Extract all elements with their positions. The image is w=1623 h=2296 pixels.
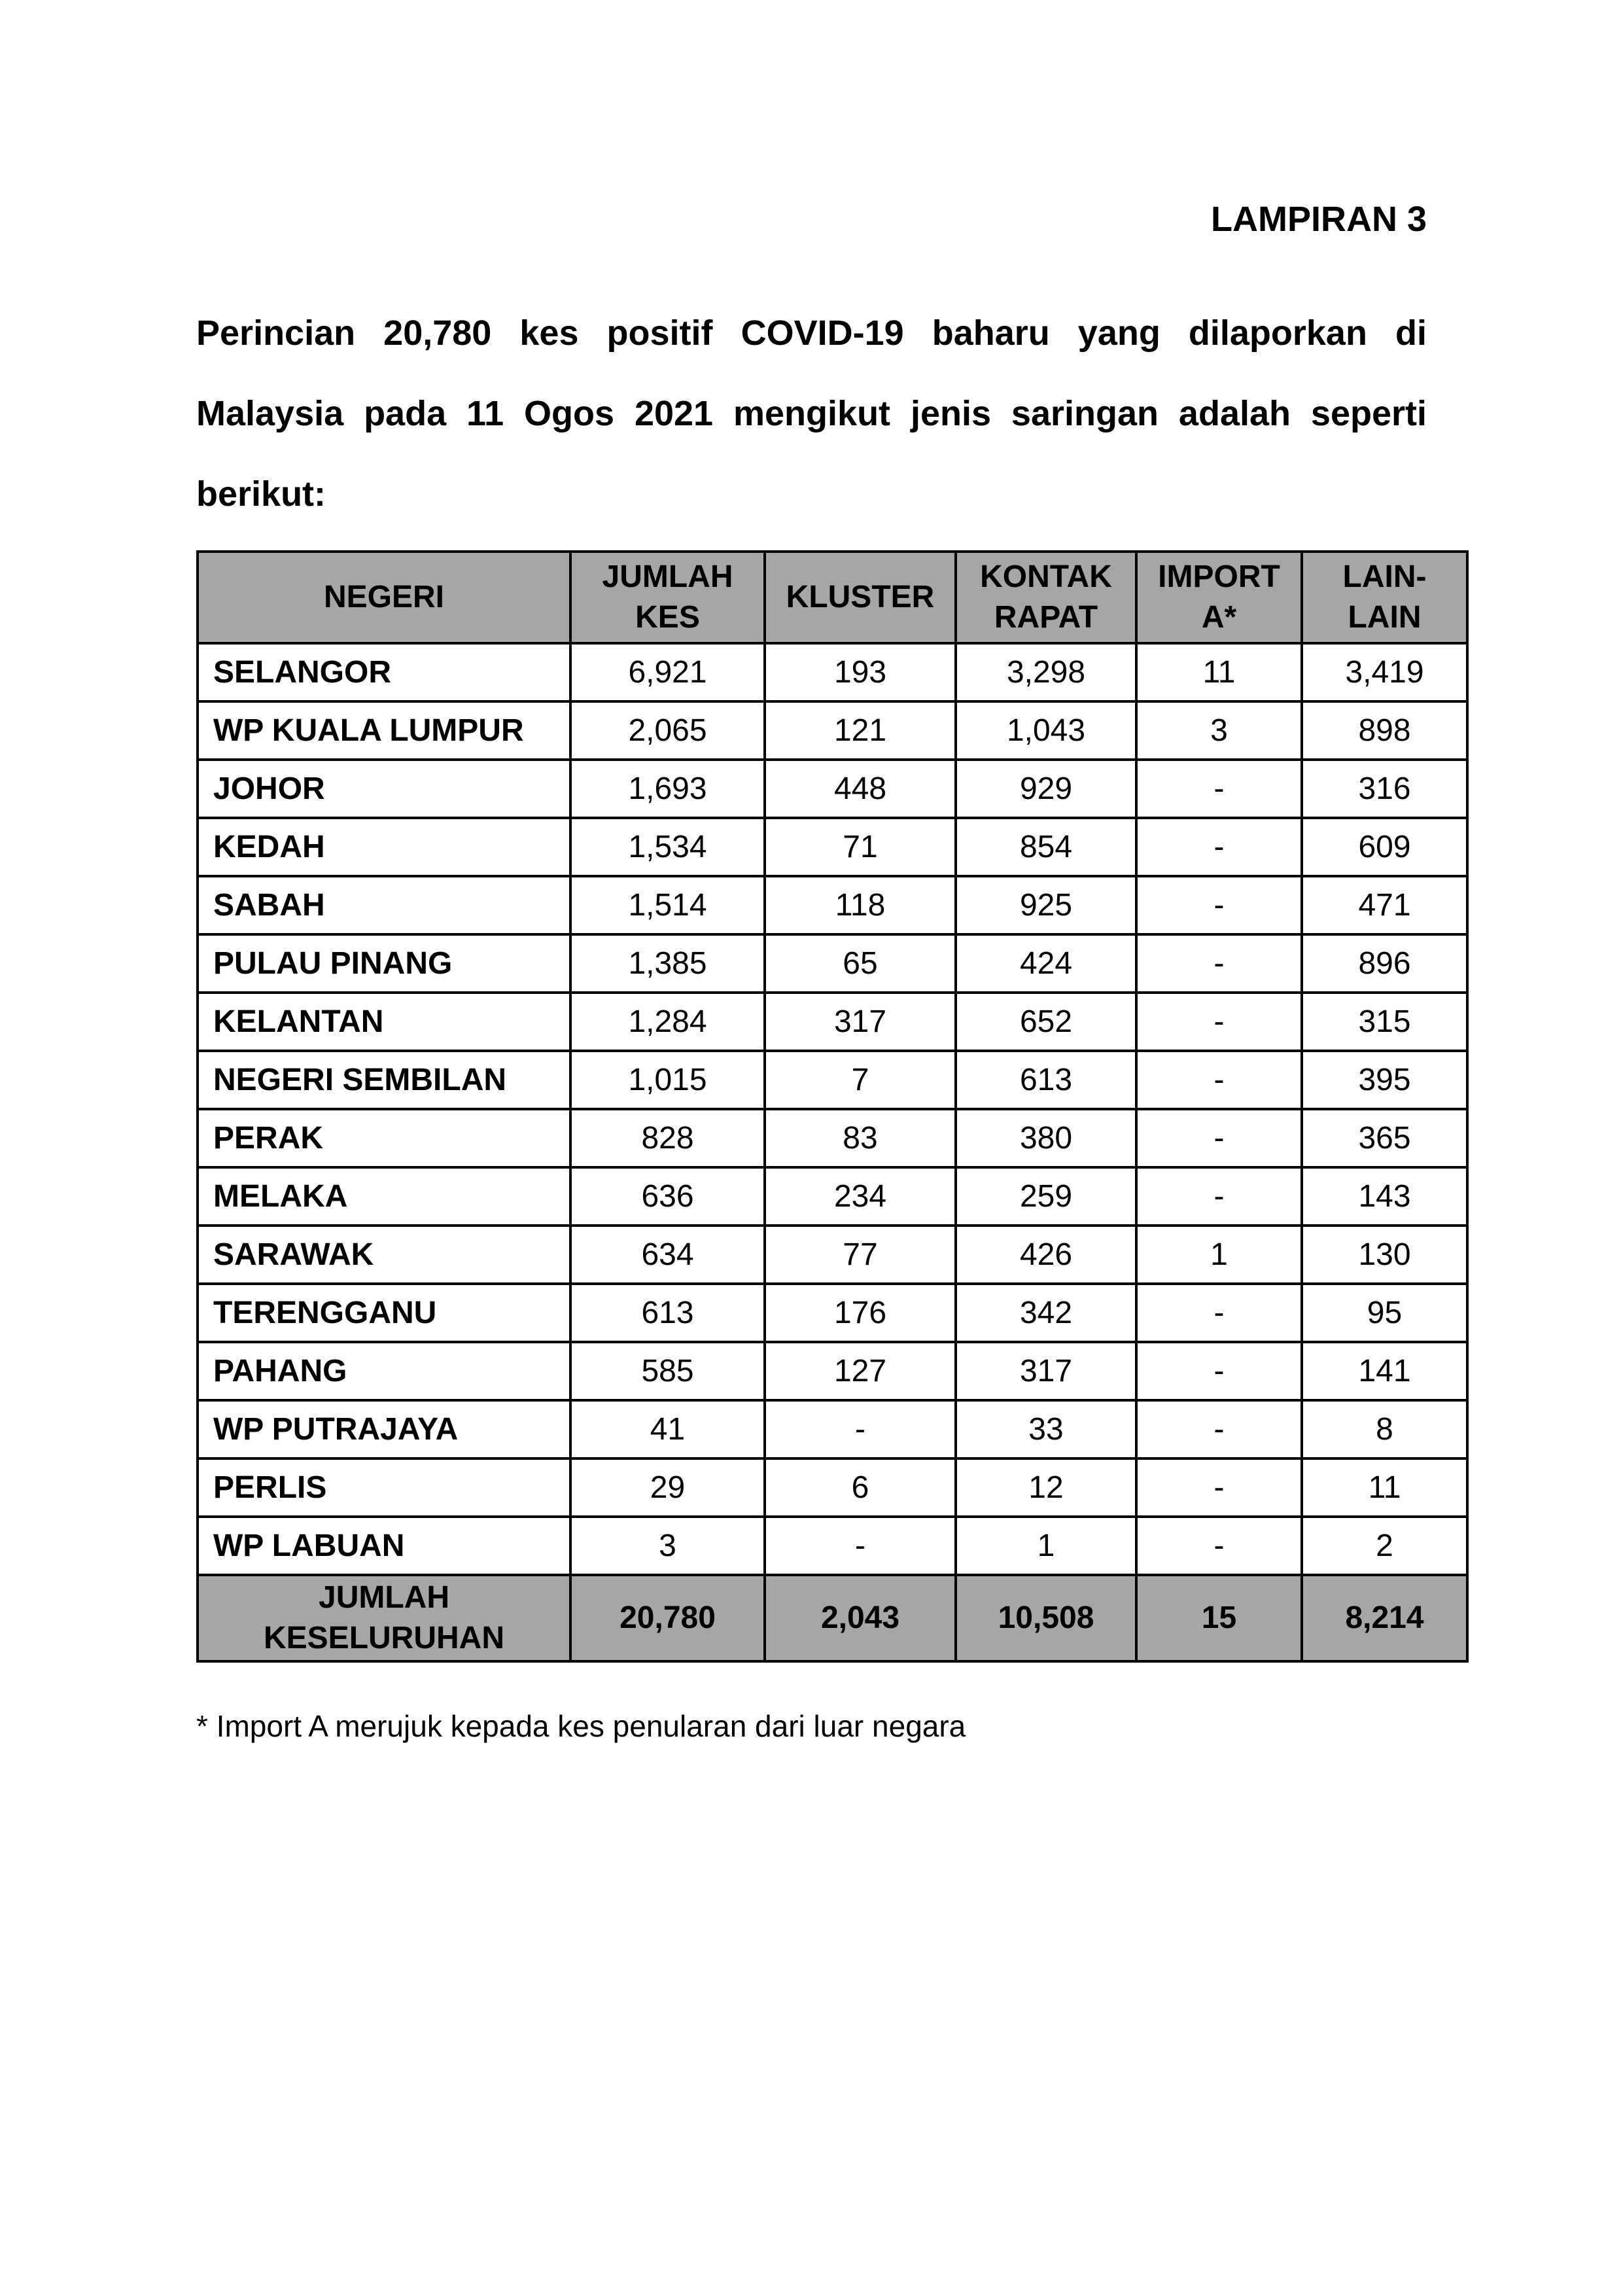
cell-kluster: 83 xyxy=(765,1109,956,1167)
cell-import-a: 1 xyxy=(1136,1226,1302,1284)
cell-kluster: 7 xyxy=(765,1051,956,1109)
cell-jumlah-kes: 585 xyxy=(570,1342,765,1400)
cell-lain-lain: 471 xyxy=(1302,876,1467,934)
header-negeri: NEGERI xyxy=(198,552,570,643)
cell-kontak-rapat: 12 xyxy=(956,1458,1136,1517)
header-import-a xyxy=(1136,552,1302,643)
table-row xyxy=(198,701,1467,760)
cell-kontak-rapat: 426 xyxy=(956,1226,1136,1284)
cell-jumlah-kes: 3 xyxy=(570,1517,765,1575)
table-row xyxy=(198,1284,1467,1342)
total-label-line2: KESELURUHAN xyxy=(263,1621,504,1655)
cell-kluster: 127 xyxy=(765,1342,956,1400)
cell-kontak-rapat: 854 xyxy=(956,818,1136,876)
footnote: * Import A merujuk kepada kes penularan dari luar negara xyxy=(196,1709,966,1743)
cell-jumlah-kes: 828 xyxy=(570,1109,765,1167)
cell-state: SARAWAK xyxy=(198,1226,570,1284)
cases-by-state-table xyxy=(196,550,1469,1663)
header-kontak-rapat xyxy=(956,552,1136,643)
cell-kontak-rapat: 3,298 xyxy=(956,643,1136,701)
table-row xyxy=(198,1167,1467,1226)
cell-jumlah-kes: 634 xyxy=(570,1226,765,1284)
cell-kluster: 193 xyxy=(765,643,956,701)
header-lain-lain xyxy=(1302,552,1467,643)
cell-state: KELANTAN xyxy=(198,993,570,1051)
cell-lain-lain: 95 xyxy=(1302,1284,1467,1342)
cell-lain-lain: 365 xyxy=(1302,1109,1467,1167)
cell-lain-lain: 11 xyxy=(1302,1458,1467,1517)
cell-kontak-rapat: 424 xyxy=(956,934,1136,993)
cell-jumlah-kes: 6,921 xyxy=(570,643,765,701)
cell-jumlah-kes: 29 xyxy=(570,1458,765,1517)
cell-lain-lain: 896 xyxy=(1302,934,1467,993)
cell-kontak-rapat: 1,043 xyxy=(956,701,1136,760)
cell-lain-lain: 130 xyxy=(1302,1226,1467,1284)
cell-kluster: 118 xyxy=(765,876,956,934)
cell-lain-lain: 609 xyxy=(1302,818,1467,876)
cell-state: PERAK xyxy=(198,1109,570,1167)
table-body xyxy=(198,643,1467,1575)
header-import-a-line1: IMPORT xyxy=(1158,559,1280,594)
total-jumlah-kes: 20,780 xyxy=(570,1575,765,1661)
header-kontak-rapat-line1: KONTAK xyxy=(980,559,1112,594)
cell-kluster: 6 xyxy=(765,1458,956,1517)
cell-jumlah-kes: 41 xyxy=(570,1400,765,1458)
cell-kontak-rapat: 342 xyxy=(956,1284,1136,1342)
table-footer xyxy=(198,1575,1467,1661)
cell-lain-lain: 141 xyxy=(1302,1342,1467,1400)
cell-kontak-rapat: 652 xyxy=(956,993,1136,1051)
table-row xyxy=(198,1458,1467,1517)
cell-state: WP LABUAN xyxy=(198,1517,570,1575)
cell-lain-lain: 395 xyxy=(1302,1051,1467,1109)
cell-state: KEDAH xyxy=(198,818,570,876)
cell-kluster: 121 xyxy=(765,701,956,760)
table-row xyxy=(198,1109,1467,1167)
table-row xyxy=(198,993,1467,1051)
cell-lain-lain: 8 xyxy=(1302,1400,1467,1458)
cell-import-a: - xyxy=(1136,818,1302,876)
total-label-line1: JUMLAH xyxy=(319,1580,449,1615)
table-row xyxy=(198,1342,1467,1400)
cell-import-a: - xyxy=(1136,1342,1302,1400)
header-lain-lain-line2: LAIN xyxy=(1348,600,1422,635)
header-import-a-line2: A* xyxy=(1201,600,1237,635)
cell-kluster: - xyxy=(765,1400,956,1458)
cell-state: NEGERI SEMBILAN xyxy=(198,1051,570,1109)
table-header xyxy=(198,552,1467,643)
cell-import-a: - xyxy=(1136,1109,1302,1167)
cell-kontak-rapat: 259 xyxy=(956,1167,1136,1226)
table-row xyxy=(198,876,1467,934)
cell-state: PERLIS xyxy=(198,1458,570,1517)
cell-import-a: - xyxy=(1136,1284,1302,1342)
cell-import-a: - xyxy=(1136,1051,1302,1109)
cell-kluster: 77 xyxy=(765,1226,956,1284)
cell-import-a: - xyxy=(1136,934,1302,993)
header-jumlah-kes-line2: KES xyxy=(635,600,700,635)
cell-kluster: - xyxy=(765,1517,956,1575)
cell-kluster: 65 xyxy=(765,934,956,993)
table-row xyxy=(198,818,1467,876)
cell-state: MELAKA xyxy=(198,1167,570,1226)
cell-kontak-rapat: 929 xyxy=(956,760,1136,818)
cell-import-a: - xyxy=(1136,1167,1302,1226)
cell-lain-lain: 315 xyxy=(1302,993,1467,1051)
header-lain-lain-line1: LAIN- xyxy=(1342,559,1427,594)
table-row xyxy=(198,1226,1467,1284)
header-jumlah-kes-line1: JUMLAH xyxy=(602,559,733,594)
cell-state: PULAU PINANG xyxy=(198,934,570,993)
total-kluster: 2,043 xyxy=(765,1575,956,1661)
cell-state: TERENGGANU xyxy=(198,1284,570,1342)
cell-import-a: - xyxy=(1136,1517,1302,1575)
cell-kontak-rapat: 317 xyxy=(956,1342,1136,1400)
cell-state: SABAH xyxy=(198,876,570,934)
cell-state: PAHANG xyxy=(198,1342,570,1400)
cell-lain-lain: 898 xyxy=(1302,701,1467,760)
cell-state: WP KUALA LUMPUR xyxy=(198,701,570,760)
header-kluster: KLUSTER xyxy=(765,552,956,643)
total-lain-lain: 8,214 xyxy=(1302,1575,1467,1661)
cell-kluster: 317 xyxy=(765,993,956,1051)
total-kontak-rapat: 10,508 xyxy=(956,1575,1136,1661)
header-row xyxy=(198,552,1467,643)
cell-kontak-rapat: 33 xyxy=(956,1400,1136,1458)
cell-jumlah-kes: 636 xyxy=(570,1167,765,1226)
table-row xyxy=(198,1400,1467,1458)
cell-state: SELANGOR xyxy=(198,643,570,701)
header-jumlah-kes xyxy=(570,552,765,643)
cell-kluster: 234 xyxy=(765,1167,956,1226)
cell-import-a: - xyxy=(1136,1400,1302,1458)
cell-jumlah-kes: 1,015 xyxy=(570,1051,765,1109)
table-row xyxy=(198,643,1467,701)
table-row xyxy=(198,760,1467,818)
cell-import-a: - xyxy=(1136,760,1302,818)
cell-jumlah-kes: 2,065 xyxy=(570,701,765,760)
cell-kontak-rapat: 1 xyxy=(956,1517,1136,1575)
cell-jumlah-kes: 1,284 xyxy=(570,993,765,1051)
cell-state: WP PUTRAJAYA xyxy=(198,1400,570,1458)
cell-import-a: - xyxy=(1136,876,1302,934)
cell-import-a: - xyxy=(1136,1458,1302,1517)
cell-import-a: - xyxy=(1136,993,1302,1051)
table-row xyxy=(198,934,1467,993)
cell-kontak-rapat: 613 xyxy=(956,1051,1136,1109)
appendix-label: LAMPIRAN 3 xyxy=(1210,200,1427,239)
cell-lain-lain: 3,419 xyxy=(1302,643,1467,701)
cell-kontak-rapat: 925 xyxy=(956,876,1136,934)
total-import-a: 15 xyxy=(1136,1575,1302,1661)
cell-kluster: 448 xyxy=(765,760,956,818)
cell-jumlah-kes: 1,385 xyxy=(570,934,765,993)
cell-import-a: 3 xyxy=(1136,701,1302,760)
cell-import-a: 11 xyxy=(1136,643,1302,701)
cell-lain-lain: 2 xyxy=(1302,1517,1467,1575)
header-kontak-rapat-line2: RAPAT xyxy=(994,600,1098,635)
total-label xyxy=(198,1575,570,1661)
cell-jumlah-kes: 1,693 xyxy=(570,760,765,818)
cell-kontak-rapat: 380 xyxy=(956,1109,1136,1167)
cell-kluster: 176 xyxy=(765,1284,956,1342)
cell-kluster: 71 xyxy=(765,818,956,876)
total-row xyxy=(198,1575,1467,1661)
cell-lain-lain: 143 xyxy=(1302,1167,1467,1226)
cell-state: JOHOR xyxy=(198,760,570,818)
table-row xyxy=(198,1517,1467,1575)
cell-jumlah-kes: 1,534 xyxy=(570,818,765,876)
cell-jumlah-kes: 1,514 xyxy=(570,876,765,934)
table-row xyxy=(198,1051,1467,1109)
intro-paragraph: Perincian 20,780 kes positif COVID-19 baharu yang dilaporkan di Malaysia pada 11 Ogos 2021 mengikut jenis saringan adalah seperti berikut: xyxy=(196,313,1427,514)
cell-lain-lain: 316 xyxy=(1302,760,1467,818)
cell-jumlah-kes: 613 xyxy=(570,1284,765,1342)
